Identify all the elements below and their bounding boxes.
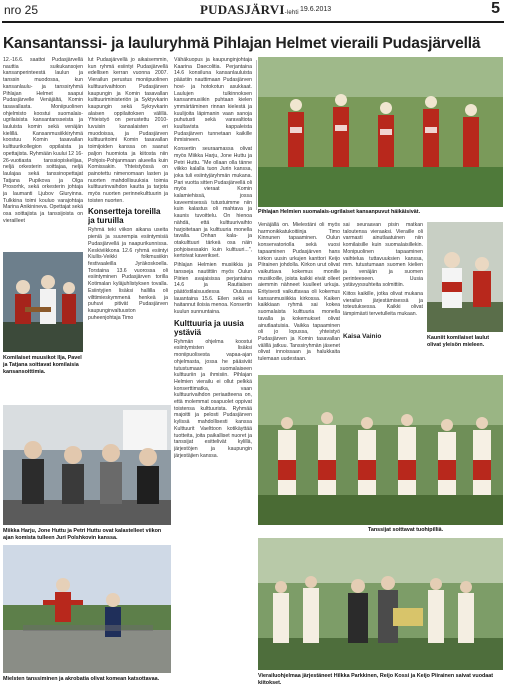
masthead-suffix: -lehti xyxy=(284,10,299,16)
issue-date: 19.6.2013 xyxy=(300,6,332,13)
column-divider xyxy=(256,60,257,210)
caption-organisers: Vierailuohjelmaa järjestäneet Hilkka Parkkinen, Reijo Kossi ja Keijo Piirainen saivat vuodaat kiitokset. xyxy=(258,673,494,686)
photo-costumes-image xyxy=(258,57,503,207)
column-5 xyxy=(343,222,423,332)
photo-singers xyxy=(427,222,503,332)
subheading-konsertteja: Konsertteja toreilla ja turuilla xyxy=(88,207,161,226)
issue-number: nro 25 xyxy=(4,3,39,17)
photo-organisers xyxy=(258,538,503,670)
masthead xyxy=(200,2,299,18)
header-rule xyxy=(2,21,504,23)
photo-fishermen-image xyxy=(3,405,171,525)
photo-fishermen xyxy=(3,405,171,525)
masthead-name: PUDASJÄRVI xyxy=(200,2,285,17)
page-header xyxy=(0,0,506,22)
column-3-text-b: Konsertin seuraamassa olivat myös Miikka Harju, Jone Huttu ja Petri Huttu. "Me ollaan olla tänne viikko kalalla tuon Jurin kanssa, joka tuli esiintyjäryhmän mukana. Pari vuotta sitten Pudasjärvellä oli myös vieraat Komin kalamiehissä, jossa kaveemisessä tutustuimme niin kuin kalastus oli mahtava ja kaunis tuvoittelu. On hienoa nähdä, että kulttuurivaihto harjoitetaan ja kulttuuria monella tavalla. Onhan kala- ja otakulttuuri tärkeä osa näin pohjoisessakin kuin kulttuuri...", kertoivat kaverikset. xyxy=(174,146,252,260)
column-2 xyxy=(88,57,168,395)
column-3-text-d: Ryhmän ohjelma koostui esiintymisten lisäksi moniipuolisesta vapaa-ajan ohjelmasta, jossa he pääsivät tutustumaan suomalaiseen kulttuuriin ja ihmisiin. Pihlajan Helmien vierailu ei ollut pelkkä konserttimatka, vaan kulttuurivaihdon periaatteena on, että molemmat osapuolet oppivat toistensa kulttuurista. Ryhmää majoitti ja pelosti Pudasjärven kylissä mahdollisesti kanssa Kulttuurit Vaelttoon kotikäyttää tuotteita, joita paikalliset nuoret ja tanssijat esittelivät kylillä, järjestöjen ja kaupungin järjestäjien kanssa. xyxy=(174,338,252,459)
column-3-text-c: Pihlajan Helmien musiikkia ja tansseja nautittiin myös Oulun Piirien avajaisissa perjantaina 14.6 ja Rautiaisen päätöstilaisuudessa Oulussa lauantaina 15.6. Eilen sekä ei haitannut iloisia menoa. Konsertin kuulun sunnuntaina. xyxy=(174,262,252,316)
subheading-kulttuuria: Kulttuuria ja uusia ystäviä xyxy=(174,318,244,337)
column-3-text-a: Vähäkuopus ja kaupunginjohtaja Kaarina Daecolitia. Perjantaina 14.6 konsiluna kansanlauluista päästiin nauttimaan Pudasjärven hovi- ja hotokotun asukkaat. Laulujen tulkinnoksen kansanmusiikin puhtaan kielen ymmärtäminen rinnan kielestä ja kuulijoita läpimanin vaan sanoja puhutusti sekä varavaltiota kuultavista kappaleista Pudasjärven tunnetaan kaikille ihmisineen. xyxy=(174,57,252,144)
caption-fishermen: Miikka Harju, Jone Huttu ja Petri Huttu ovat kalastelleet viikon ajan komista tulleen Juri Polshkovin kanssa. xyxy=(3,528,162,541)
column-1-text: 12.-16.6. saattoi Pudasjärvellä nauttia suikukansojen kansanperinteestä laulun ja tanssin muodossa, kun kansanlaulu- ja tanssiryhmä Pihlajan Helmet saapui Pudasjärvelle Venäjältä, Komin tasavallasta. Moniipuolinen ohjelmisto koostui suomalais-ugrilaisista kansantansseista ja lauluista komin sekä venäjän kielillä. Kansanmusiikkiryhmä koostuu Komin tasavallan kulttuurikollegion oppilaista ja opettajista. Ryhmään kuului 12 16-26-vuotiasta tanssiopiskelijaa, neljä orkesterin soittajaa, neljä laulajaa sekä tanssinopettajat Tatjana Pupikova ja Olga Prosorhk, sekä orkesterin johtaja ja laumanti Ljubov Gluryinna. Tulkkina toimi kouluo varajohtaja Marina Anikinineva. Opettajat sekä osa soittajista ja tanssijoista on vierailleet xyxy=(3,57,83,224)
photo-costumes xyxy=(258,57,503,207)
column-5-text-b: Kiitos kaikille, jotka olivat mukana vierailun järjestämisessä ja toteutuksessa. Kaikki olivat lämpimästi tervetulleita mukaan. xyxy=(343,291,423,318)
article-author: Kaisa Vainio xyxy=(343,333,382,340)
page-number: 5 xyxy=(491,0,500,17)
caption-singers: Kauniit komilaiset laulut olivat yleisön mieleen. xyxy=(427,335,490,348)
column-2-text-a: lut Pudasjärvellä jo aikaisemmin, kun ryhmä esiintyi Pudasjärvellä edellisen kerran vuonna 2007. Vierailun perustus moniipuolinen kulttuurivaihtoon Pudasjärven kaupungin ja Komin tasavallan kulttuuriministeriön ja Syktyvkarin kaupungin sekä Sykryvkarin alaisen oppilaitoksen välillä. Yhteistyö on perustettu 2010-luvuisin kansalaisten eri muodoissa, ja Pudasjärven kulttuuritoimi Komin tasavallan toimijoiden kanssa on saanut paljon huomiota ja kiitosta niin Pohjois-Pohjanmaan alueella kuin Komissakin. Yhteistyössä on painotettu nimenomaan lasten ja nuorten mahdollisuuksia toimia kulttuurinvaihdon kautta ja tarjota myös nuorten perinnekulttuurin ja toisten nuorten. xyxy=(88,57,168,204)
column-4-text: Venäjällä on. Mielestäni oli myös harmonikkatukoitiinja Timo Kinnunen tapaaminen. Oulun konservatoriolla sekä vuosi tapaaminen Pudasjärven hans kirkon uusin urkujen kanttori Keijo Piirainen johdolla. Kirkon urut olivat vaikuttava kokemus monille musiikoille, joista kaikki eivät olleet aiemmin nähneet kuulleet urkuja. Erityisesti vaikuttavaa oli kokemus kansanmusiikkia kirkossa. Kaiken kaikkiaan ryhmä sai kokea suomalaista kulttuuria monella tavalla ja kokemukset olivat ainutlaatuisia. Vaikka tapaaminen oli jo lopussa, yhteistyö Pudasjärven ja Komin tasavallan välillä jatkuu. Tanssiryhmän jäsenet olivat innoissaan ja halukkaita tulemaan uudestaan. xyxy=(258,222,340,363)
photo-acrobatics-image xyxy=(3,545,171,673)
photo-singers-image xyxy=(427,222,503,332)
column-3 xyxy=(174,57,252,689)
photo-acrobatics xyxy=(3,545,171,673)
photo-musicians xyxy=(3,252,83,352)
column-1 xyxy=(3,57,83,249)
caption-acrobatics: Mielsten tanssiminen ja akrobatia olivat komean katsottavaa. xyxy=(3,676,160,682)
caption-musicians: Komilaiset muusikot Ilja, Pavel ja Tatjana soittavat komilaisia kansansoittimia. xyxy=(3,355,82,375)
column-2-text-b: Ryhmä teki viikon aikana useita pieniä ja suurempia esiintymisiä Pudasjärvellä ja naapurikunnissa. Keskiviikkona 12.6 ryhmä esiintyi Kiullis-Veikki folkmusiikin festivaaleilla Jyräkoskoella. Torstaina 13.6 vuorossa oli esiintyminen Pudasjärven torilla Kotimalan kyläjuhlistyksen tovalla. Esiintyjien lisäksi hallilla oli vilttimieskymmenä henkeä ja puhuvi pitivät Pudasjärven kaupunginvaltuuston puheenjohtaja Timo xyxy=(88,227,168,321)
caption-dancers-pipes: Tanssijat soittavat tuohipilliä. xyxy=(368,527,444,533)
caption-costumes: Pihlajan Helmien suomalais-ugrilaiset kansanpuvut häikäisivät. xyxy=(258,209,421,215)
photo-musicians-image xyxy=(3,252,83,352)
article-headline: Kansantanssi- ja lauluryhmä Pihlajan Helmet vieraili Pudasjärvellä xyxy=(3,35,481,52)
photo-dancers-pipes-image xyxy=(258,375,503,525)
photo-organisers-image xyxy=(258,538,503,670)
photo-dancers-pipes xyxy=(258,375,503,525)
column-5-text-a: sai seuraavan pisin matkan taloutensa vieraaksi. Vieraille oli varmasti ainutlaatuinen niin komilaisille kuin suomalaisillekin. Monipuolinen tapaaminen vaihtelua tuttavuuksien kanssa, mm. tutustumaan suomen kielien ja venäjän ja suomen perinteeseen. Uusia ystävyyssuhteita solmittiin. xyxy=(343,222,423,289)
